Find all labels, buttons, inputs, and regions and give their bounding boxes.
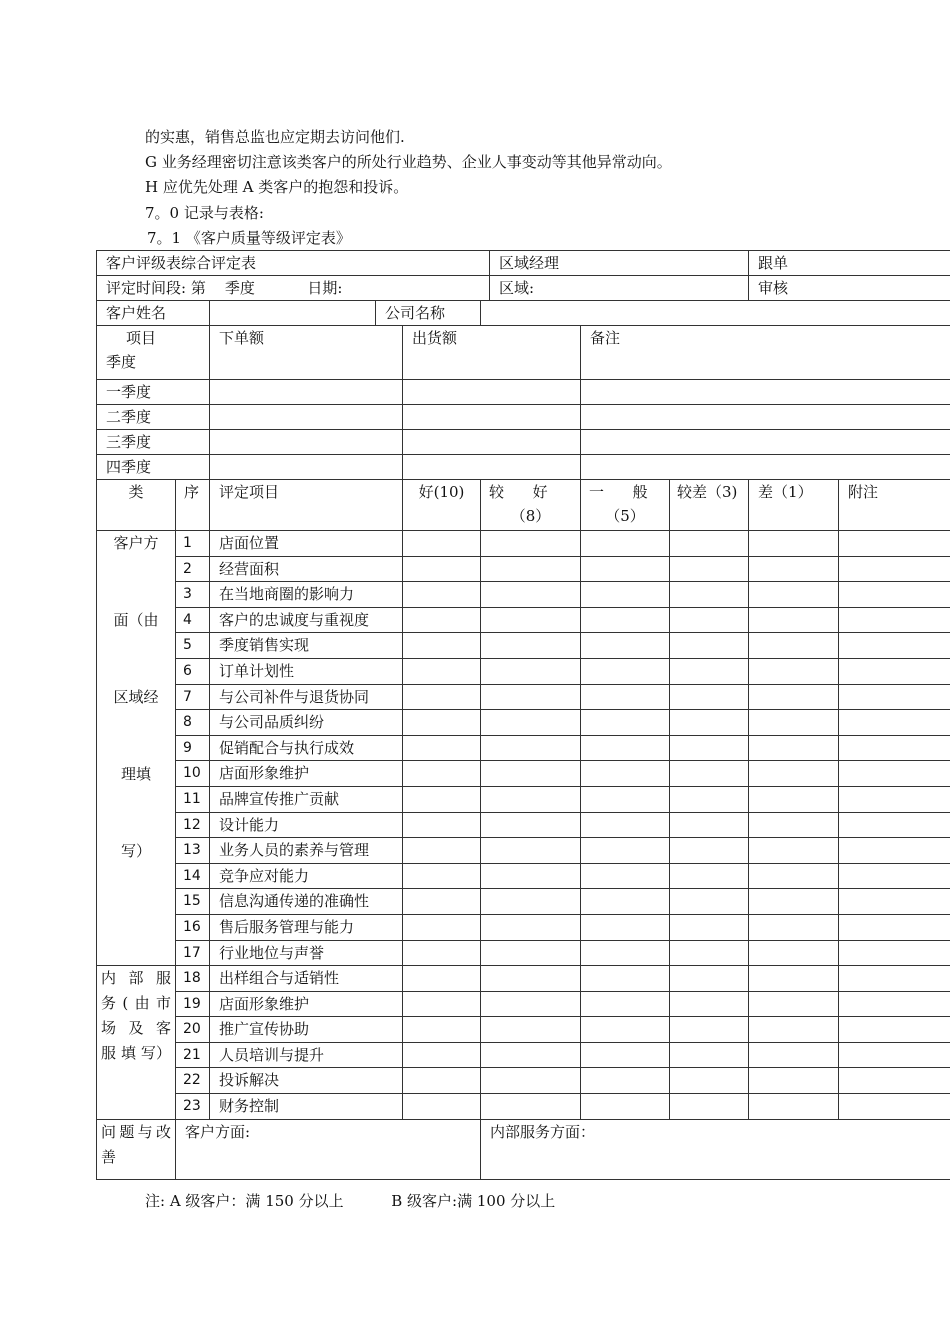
item-name: 品牌宣传推广贡献 — [210, 786, 403, 812]
score-good-cell[interactable] — [403, 761, 481, 787]
item-number: 17 — [176, 940, 210, 966]
score-average-cell[interactable] — [581, 531, 670, 557]
average-line1: 一 般 — [589, 483, 648, 501]
item-remark-cell[interactable] — [839, 786, 950, 812]
score-fairly-good-cell[interactable] — [481, 786, 581, 812]
table-row — [97, 761, 950, 787]
score-average-cell[interactable] — [581, 607, 670, 633]
period-date-label: 评定时间段: 第 季度 日期: — [97, 276, 490, 301]
score-good-cell[interactable] — [403, 556, 481, 582]
corner-item-label: 项目 — [126, 329, 157, 347]
score-bad-cell[interactable] — [749, 1094, 839, 1120]
fairly-good-line1: 较 好 — [489, 483, 548, 501]
fairly-good-header — [481, 480, 581, 531]
score-fairly-good-cell[interactable] — [481, 889, 581, 915]
item-number: 18 — [176, 966, 210, 992]
item-remark-cell[interactable] — [839, 812, 950, 838]
item-remark-cell[interactable] — [839, 863, 950, 889]
item-name: 客户的忠诚度与重视度 — [210, 607, 403, 633]
score-fairly-good-cell[interactable] — [481, 684, 581, 710]
item-name: 人员培训与提升 — [210, 1042, 403, 1068]
item-number: 9 — [176, 735, 210, 761]
table-row — [97, 607, 950, 633]
score-fairly-good-cell[interactable] — [481, 633, 581, 659]
seq-header: 序 — [176, 480, 210, 531]
internal-issues-field[interactable]: 内部服务方面： — [481, 1119, 950, 1179]
order-cell[interactable] — [210, 430, 403, 455]
score-good-cell[interactable] — [403, 633, 481, 659]
score-fairly-good-cell[interactable] — [481, 1068, 581, 1094]
item-remark-cell[interactable] — [839, 1042, 950, 1068]
quarter-row-label: 一季度 — [97, 380, 210, 405]
item-number: 14 — [176, 863, 210, 889]
score-bad-cell[interactable] — [749, 658, 839, 684]
item-remark-cell[interactable] — [839, 735, 950, 761]
item-remark-cell[interactable] — [839, 1094, 950, 1120]
score-bad-cell[interactable] — [749, 991, 839, 1017]
item-name: 与公司补件与退货协同 — [210, 684, 403, 710]
category-line: 面（由 — [113, 611, 159, 629]
item-number: 19 — [176, 991, 210, 1017]
table-row — [97, 812, 950, 838]
quarter-row-label: 三季度 — [97, 430, 210, 455]
score-bad-cell[interactable] — [749, 838, 839, 864]
shipment-amount-header: 出货额 — [403, 326, 581, 380]
region-manager-label: 区域经理 — [490, 251, 749, 276]
score-poor-cell[interactable] — [670, 658, 749, 684]
item-name: 财务控制 — [210, 1094, 403, 1120]
score-bad-cell[interactable] — [749, 914, 839, 940]
item-remark-cell[interactable] — [839, 914, 950, 940]
score-poor-cell[interactable] — [670, 582, 749, 608]
item-remark-cell[interactable] — [839, 838, 950, 864]
item-remark-cell[interactable] — [839, 966, 950, 992]
shipment-cell[interactable] — [403, 380, 581, 405]
score-poor-cell[interactable] — [670, 786, 749, 812]
item-number: 6 — [176, 658, 210, 684]
score-good-cell[interactable] — [403, 966, 481, 992]
score-poor-cell[interactable] — [670, 633, 749, 659]
score-poor-cell[interactable] — [670, 607, 749, 633]
score-average-cell[interactable] — [581, 1068, 670, 1094]
item-number: 22 — [176, 1068, 210, 1094]
score-good-cell[interactable] — [403, 531, 481, 557]
bad-header: 差（1） — [749, 480, 839, 531]
score-good-cell[interactable] — [403, 812, 481, 838]
score-fairly-good-cell[interactable] — [481, 710, 581, 736]
score-bad-cell[interactable] — [749, 761, 839, 787]
shipment-cell[interactable] — [403, 430, 581, 455]
score-average-cell[interactable] — [581, 863, 670, 889]
item-remark-cell[interactable] — [839, 1068, 950, 1094]
score-average-cell[interactable] — [581, 812, 670, 838]
poor-header: 较差（3) — [670, 480, 749, 531]
score-poor-cell[interactable] — [670, 966, 749, 992]
quarter-row-label: 四季度 — [97, 455, 210, 480]
issues-label: 问题与改善 — [97, 1119, 176, 1179]
form-title: 客户评级表综合评定表 — [97, 251, 490, 276]
score-average-cell[interactable] — [581, 1017, 670, 1043]
score-poor-cell[interactable] — [670, 735, 749, 761]
table-row — [97, 914, 950, 940]
paragraph-2: G 业务经理密切注意该类客户的所处行业趋势、企业人事变动等其他异常动向。 — [145, 153, 672, 171]
score-poor-cell[interactable] — [670, 761, 749, 787]
score-good-cell[interactable] — [403, 991, 481, 1017]
score-fairly-good-cell[interactable] — [481, 940, 581, 966]
item-remark-cell[interactable] — [839, 582, 950, 608]
category-line: 客户方 — [113, 534, 159, 552]
score-average-cell[interactable] — [581, 966, 670, 992]
score-poor-cell[interactable] — [670, 838, 749, 864]
item-remark-cell[interactable] — [839, 607, 950, 633]
item-remark-cell[interactable] — [839, 633, 950, 659]
table-row — [97, 863, 950, 889]
score-average-cell[interactable] — [581, 914, 670, 940]
score-bad-cell[interactable] — [749, 1017, 839, 1043]
item-name: 业务人员的素养与管理 — [210, 838, 403, 864]
score-fairly-good-cell[interactable] — [481, 914, 581, 940]
score-bad-cell[interactable] — [749, 582, 839, 608]
score-bad-cell[interactable] — [749, 863, 839, 889]
score-fairly-good-cell[interactable] — [481, 761, 581, 787]
customer-rating-form — [96, 250, 950, 1180]
remark-header: 备注 — [581, 326, 950, 380]
item-remark-cell[interactable] — [839, 761, 950, 787]
score-poor-cell[interactable] — [670, 991, 749, 1017]
score-good-cell[interactable] — [403, 710, 481, 736]
score-average-cell[interactable] — [581, 1094, 670, 1120]
item-number: 4 — [176, 607, 210, 633]
score-good-cell[interactable] — [403, 889, 481, 915]
score-good-cell[interactable] — [403, 1042, 481, 1068]
shipment-cell[interactable] — [403, 455, 581, 480]
table-row — [97, 889, 950, 915]
order-cell[interactable] — [210, 380, 403, 405]
order-cell[interactable] — [210, 405, 403, 430]
remark-cell[interactable] — [581, 405, 950, 430]
table-row — [97, 786, 950, 812]
table-row — [97, 1017, 950, 1043]
score-bad-cell[interactable] — [749, 710, 839, 736]
score-good-cell[interactable] — [403, 914, 481, 940]
table-row — [97, 684, 950, 710]
score-fairly-good-cell[interactable] — [481, 1017, 581, 1043]
score-average-cell[interactable] — [581, 556, 670, 582]
score-poor-cell[interactable] — [670, 1068, 749, 1094]
grading-note: 注: A 级客户：满 150 分以上 B 级客户:满 100 分以上 — [145, 1192, 556, 1210]
item-name: 与公司品质纠纷 — [210, 710, 403, 736]
score-fairly-good-cell[interactable] — [481, 863, 581, 889]
score-fairly-good-cell[interactable] — [481, 531, 581, 557]
item-remark-cell[interactable] — [839, 556, 950, 582]
item-remark-cell[interactable] — [839, 1017, 950, 1043]
item-name: 促销配合与执行成效 — [210, 735, 403, 761]
score-good-cell[interactable] — [403, 684, 481, 710]
item-name: 推广宣传协助 — [210, 1017, 403, 1043]
table-row — [97, 556, 950, 582]
item-remark-cell[interactable] — [839, 658, 950, 684]
item-name: 店面位置 — [210, 531, 403, 557]
item-number: 2 — [176, 556, 210, 582]
item-name: 投诉解决 — [210, 1068, 403, 1094]
item-number: 12 — [176, 812, 210, 838]
category-line: 写） — [120, 842, 151, 860]
follow-label: 跟单 — [749, 251, 950, 276]
score-bad-cell[interactable] — [749, 531, 839, 557]
item-remark-cell[interactable] — [839, 940, 950, 966]
score-good-cell[interactable] — [403, 582, 481, 608]
score-fairly-good-cell[interactable] — [481, 966, 581, 992]
item-number: 13 — [176, 838, 210, 864]
item-remark-cell[interactable] — [839, 889, 950, 915]
company-name-field[interactable] — [481, 301, 950, 326]
item-remark-cell[interactable] — [839, 710, 950, 736]
score-fairly-good-cell[interactable] — [481, 838, 581, 864]
score-poor-cell[interactable] — [670, 684, 749, 710]
score-good-cell[interactable] — [403, 838, 481, 864]
score-bad-cell[interactable] — [749, 556, 839, 582]
score-bad-cell[interactable] — [749, 786, 839, 812]
item-number: 8 — [176, 710, 210, 736]
table-row — [97, 735, 950, 761]
score-good-cell[interactable] — [403, 607, 481, 633]
score-poor-cell[interactable] — [670, 710, 749, 736]
score-fairly-good-cell[interactable] — [481, 607, 581, 633]
item-number: 7 — [176, 684, 210, 710]
score-fairly-good-cell[interactable] — [481, 1094, 581, 1120]
company-name-label: 公司名称 — [376, 301, 481, 326]
score-fairly-good-cell[interactable] — [481, 812, 581, 838]
item-name: 在当地商圈的影响力 — [210, 582, 403, 608]
order-cell[interactable] — [210, 455, 403, 480]
score-good-cell[interactable] — [403, 786, 481, 812]
item-number: 20 — [176, 1017, 210, 1043]
score-poor-cell[interactable] — [670, 556, 749, 582]
score-good-cell[interactable] — [403, 1017, 481, 1043]
score-good-cell[interactable] — [403, 735, 481, 761]
score-average-cell[interactable] — [581, 684, 670, 710]
score-poor-cell[interactable] — [670, 863, 749, 889]
item-remark-cell[interactable] — [839, 684, 950, 710]
table-row — [97, 633, 950, 659]
item-number: 10 — [176, 761, 210, 787]
table-row — [97, 531, 950, 557]
score-average-cell[interactable] — [581, 991, 670, 1017]
score-average-cell[interactable] — [581, 1042, 670, 1068]
table-row — [97, 940, 950, 966]
score-average-cell[interactable] — [581, 582, 670, 608]
score-fairly-good-cell[interactable] — [481, 582, 581, 608]
customer-name-label: 客户姓名 — [97, 301, 210, 326]
corner-quarter-label: 季度 — [106, 353, 137, 371]
score-average-cell[interactable] — [581, 658, 670, 684]
item-remark-cell[interactable] — [839, 991, 950, 1017]
table-row — [97, 1068, 950, 1094]
score-average-cell[interactable] — [581, 940, 670, 966]
score-average-cell[interactable] — [581, 786, 670, 812]
score-poor-cell[interactable] — [670, 812, 749, 838]
score-bad-cell[interactable] — [749, 607, 839, 633]
item-name: 售后服务管理与能力 — [210, 914, 403, 940]
score-bad-cell[interactable] — [749, 633, 839, 659]
section-heading: 7。0 记录与表格: — [145, 204, 264, 222]
internal-category-cell: 内 部 服 务(由市 场 及 客 服 填 写） — [97, 966, 176, 1120]
item-name: 信息沟通传递的准确性 — [210, 889, 403, 915]
item-name: 店面形象维护 — [210, 991, 403, 1017]
score-poor-cell[interactable] — [670, 531, 749, 557]
item-name: 订单计划性 — [210, 658, 403, 684]
score-poor-cell[interactable] — [670, 889, 749, 915]
average-header — [581, 480, 670, 531]
item-name: 店面形象维护 — [210, 761, 403, 787]
score-fairly-good-cell[interactable] — [481, 991, 581, 1017]
score-bad-cell[interactable] — [749, 889, 839, 915]
table-caption: 7。1 《客户质量等级评定表》 — [147, 229, 351, 247]
quarter-row-label: 二季度 — [97, 405, 210, 430]
score-good-cell[interactable] — [403, 863, 481, 889]
item-remark-cell[interactable] — [839, 531, 950, 557]
customer-issues-field[interactable]: 客户方面: — [176, 1119, 481, 1179]
order-amount-header: 下单额 — [210, 326, 403, 380]
score-average-cell[interactable] — [581, 735, 670, 761]
score-bad-cell[interactable] — [749, 966, 839, 992]
shipment-cell[interactable] — [403, 405, 581, 430]
score-average-cell[interactable] — [581, 710, 670, 736]
item-number: 16 — [176, 914, 210, 940]
score-fairly-good-cell[interactable] — [481, 1042, 581, 1068]
item-name: 出样组合与适销性 — [210, 966, 403, 992]
fairly-good-line2: （8） — [510, 507, 551, 525]
score-poor-cell[interactable] — [670, 914, 749, 940]
category-line: 区域经 — [113, 688, 159, 706]
score-bad-cell[interactable] — [749, 684, 839, 710]
item-number: 21 — [176, 1042, 210, 1068]
remark-cell[interactable] — [581, 455, 950, 480]
item-name: 设计能力 — [210, 812, 403, 838]
score-average-cell[interactable] — [581, 838, 670, 864]
score-average-cell[interactable] — [581, 633, 670, 659]
review-label: 审核 — [749, 276, 950, 301]
remark-cell[interactable] — [581, 430, 950, 455]
table-row — [97, 658, 950, 684]
table-row — [97, 966, 950, 992]
score-poor-cell[interactable] — [670, 940, 749, 966]
score-fairly-good-cell[interactable] — [481, 658, 581, 684]
item-name: 行业地位与声誉 — [210, 940, 403, 966]
paragraph-3: H 应优先处理 A 类客户的抱怨和投诉。 — [145, 178, 409, 196]
item-number: 1 — [176, 531, 210, 557]
table-row — [97, 582, 950, 608]
rating-body — [97, 531, 950, 1120]
score-good-cell[interactable] — [403, 1068, 481, 1094]
customer-name-field[interactable] — [210, 301, 376, 326]
table-row — [97, 991, 950, 1017]
item-number: 11 — [176, 786, 210, 812]
score-bad-cell[interactable] — [749, 940, 839, 966]
score-average-cell[interactable] — [581, 889, 670, 915]
item-number: 15 — [176, 889, 210, 915]
remark-column-header: 附注 — [839, 480, 950, 531]
table-row — [97, 710, 950, 736]
item-name: 经营面积 — [210, 556, 403, 582]
score-average-cell[interactable] — [581, 761, 670, 787]
score-good-cell[interactable] — [403, 1094, 481, 1120]
score-fairly-good-cell[interactable] — [481, 556, 581, 582]
table-row — [97, 1094, 950, 1120]
score-bad-cell[interactable] — [749, 1068, 839, 1094]
score-poor-cell[interactable] — [670, 1042, 749, 1068]
category-header: 类 — [97, 480, 176, 531]
score-bad-cell[interactable] — [749, 812, 839, 838]
item-name: 竞争应对能力 — [210, 863, 403, 889]
score-poor-cell[interactable] — [670, 1094, 749, 1120]
good-header: 好(10) — [403, 480, 481, 531]
score-bad-cell[interactable] — [749, 1042, 839, 1068]
item-number: 3 — [176, 582, 210, 608]
item-header: 评定项目 — [210, 480, 403, 531]
quarter-corner-cell — [97, 326, 210, 380]
item-number: 23 — [176, 1094, 210, 1120]
customer-category-cell — [97, 531, 176, 966]
remark-cell[interactable] — [581, 380, 950, 405]
paragraph-1: 的实惠，销售总监也应定期去访问他们. — [145, 128, 405, 146]
score-good-cell[interactable] — [403, 658, 481, 684]
average-line2: （5） — [605, 507, 645, 525]
table-row — [97, 838, 950, 864]
score-fairly-good-cell[interactable] — [481, 735, 581, 761]
table-row — [97, 1042, 950, 1068]
score-good-cell[interactable] — [403, 940, 481, 966]
score-poor-cell[interactable] — [670, 1017, 749, 1043]
category-line: 理填 — [120, 765, 151, 783]
region-label: 区域: — [490, 276, 749, 301]
item-name: 季度销售实现 — [210, 633, 403, 659]
score-bad-cell[interactable] — [749, 735, 839, 761]
item-number: 5 — [176, 633, 210, 659]
